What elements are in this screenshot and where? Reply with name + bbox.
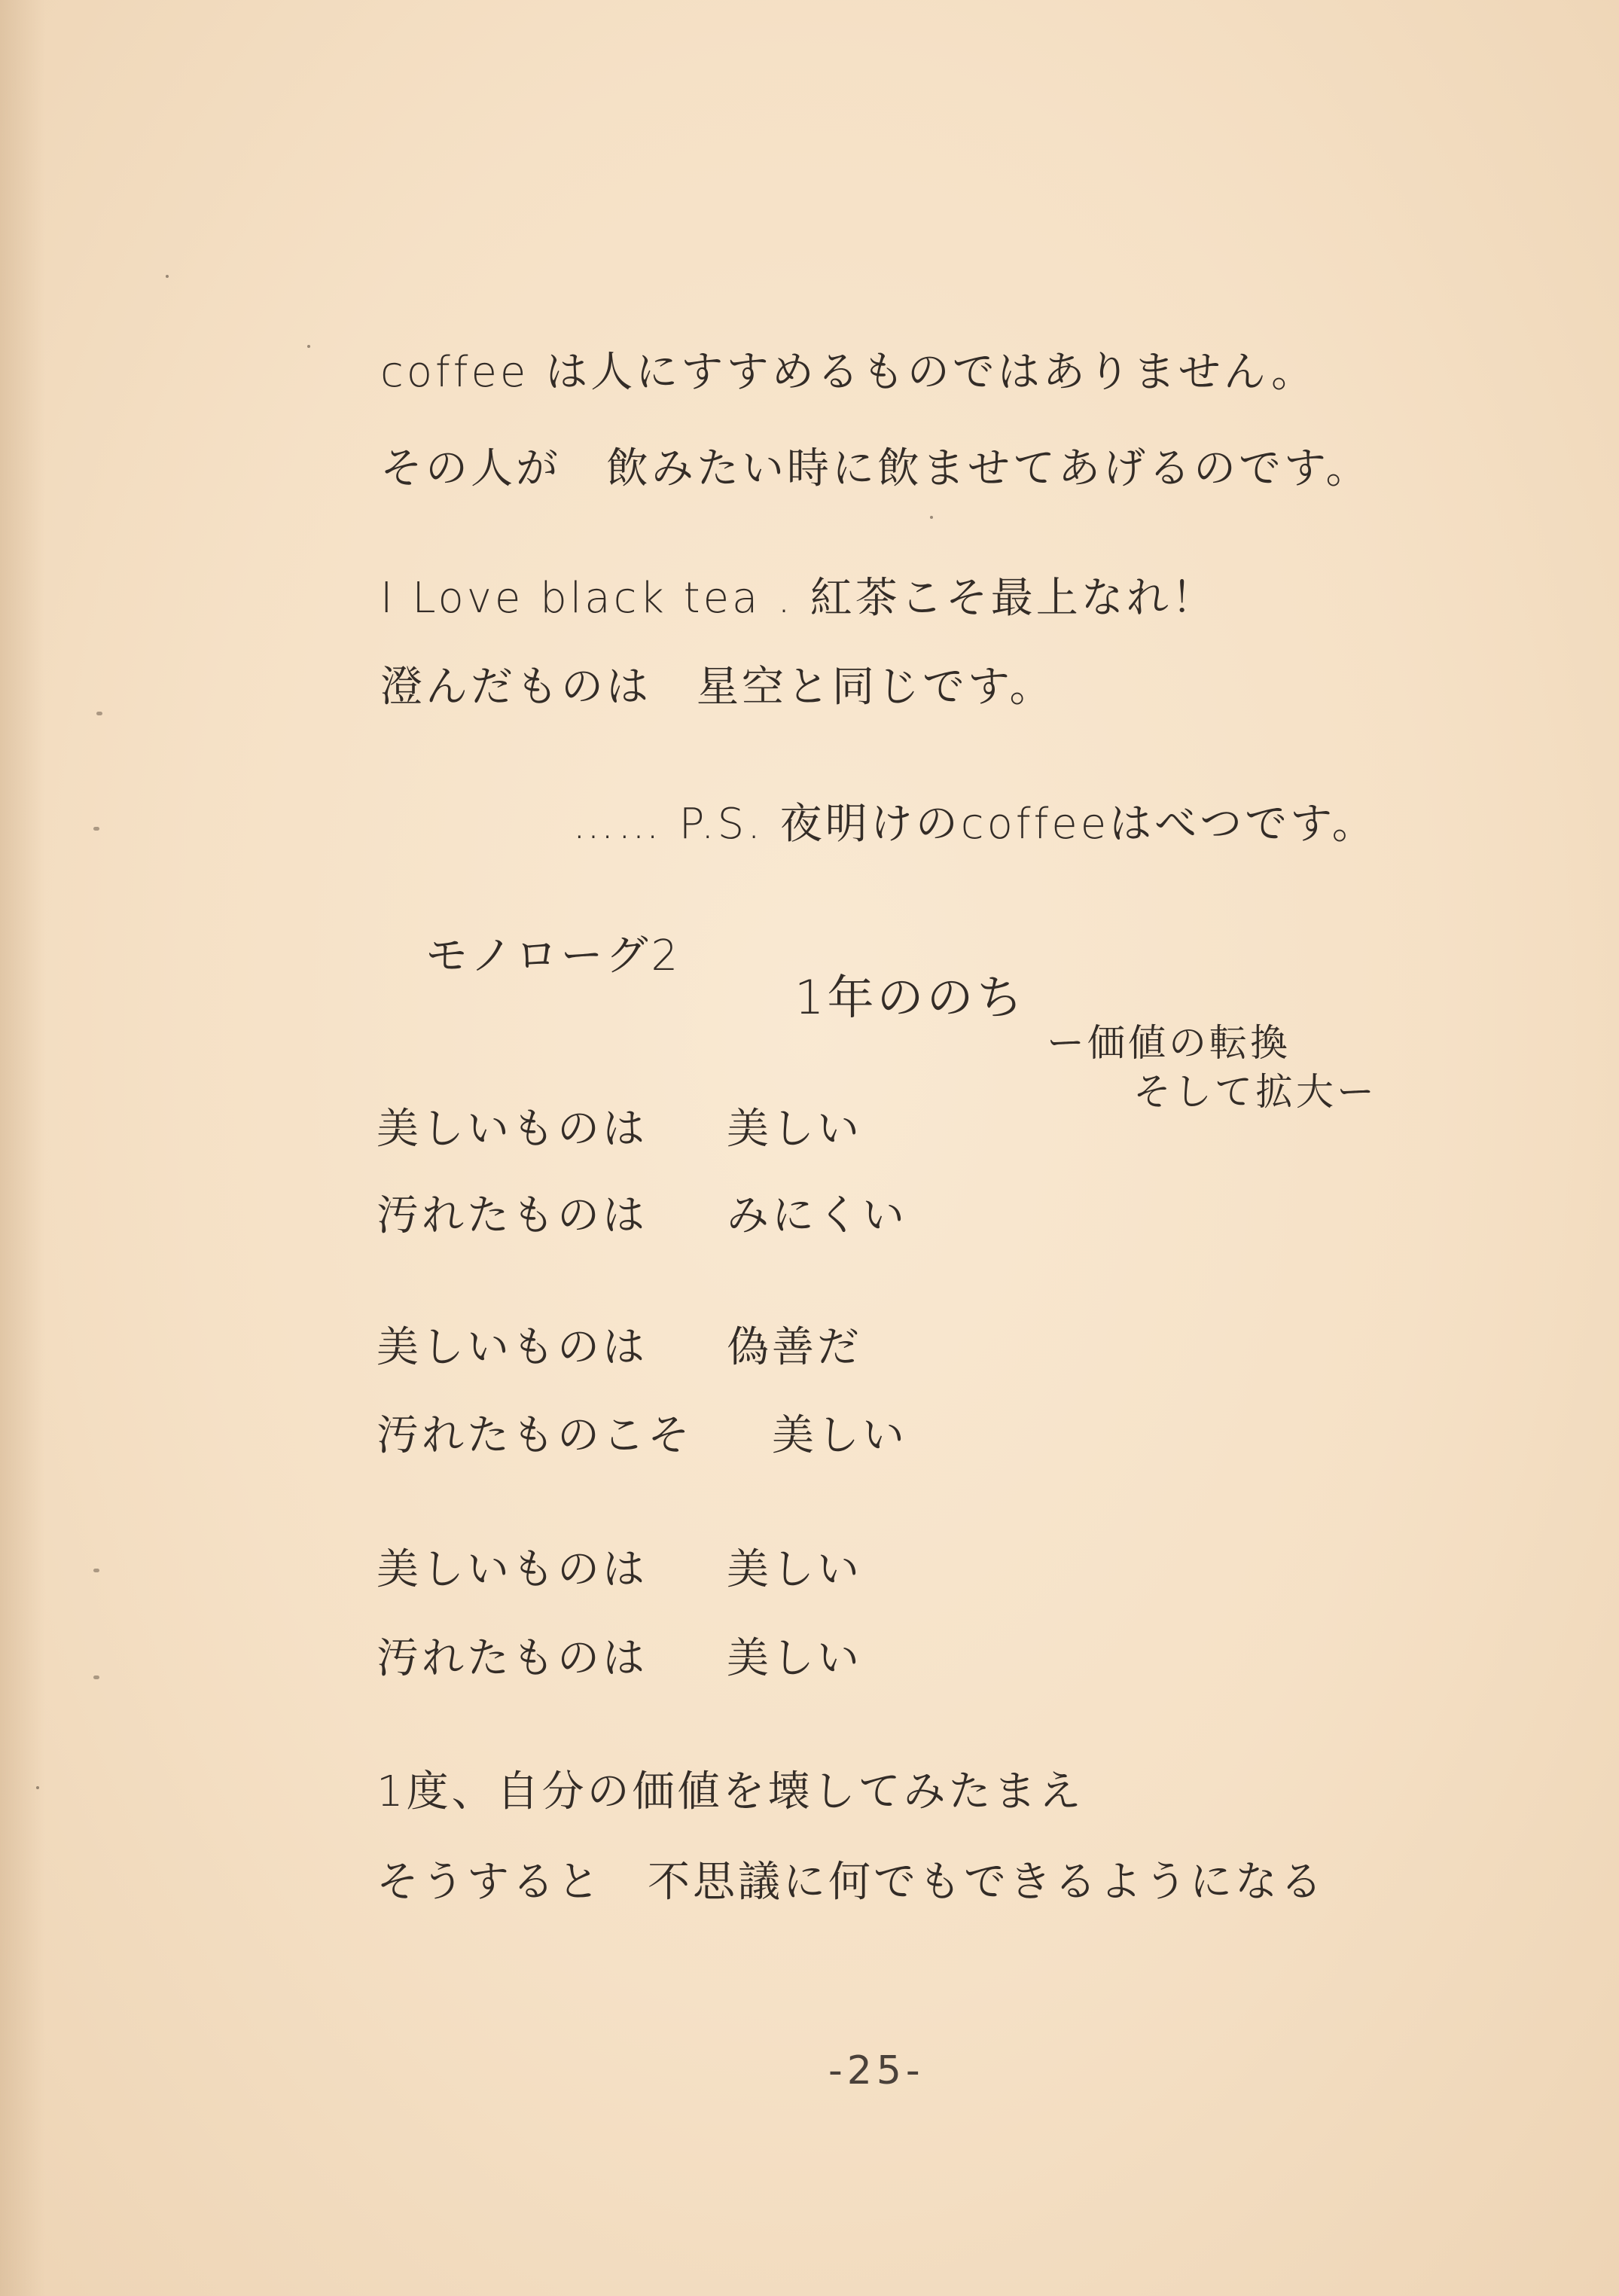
closing-line-2: そうすると 不思議に何でもできるようになる	[377, 1858, 1325, 1907]
closing-line-1: 1度、自分の価値を壊してみたまえ	[377, 1767, 1084, 1816]
page-number: -25-	[828, 2048, 925, 2093]
text-line-1: coffee は人にすすめるものではありません。	[380, 348, 1317, 397]
stanza-right-1: 美しい	[727, 1105, 862, 1154]
section-subtitle-1: ー価値の転換	[1047, 1021, 1291, 1065]
stanza-left-3: 美しいものは	[377, 1323, 648, 1372]
stanza-right-3: 偽善だ	[727, 1323, 862, 1372]
paper-speck	[307, 345, 310, 348]
stanza-right-4: 美しい	[772, 1411, 907, 1460]
binding-mark	[93, 1569, 99, 1572]
text-line-2: その人が 飲みたい時に飲ませてあげるのです。	[380, 444, 1371, 493]
paper-speck	[36, 1786, 39, 1789]
section-title: 1年ののち	[794, 970, 1026, 1025]
stanza-left-1: 美しいものは	[377, 1105, 648, 1154]
section-subtitle-2: そして拡大ー	[1133, 1070, 1377, 1114]
binding-mark	[93, 1676, 99, 1679]
binding-mark	[93, 827, 99, 831]
postscript-line: …… P.S. 夜明けのcoffeeはべつです。	[572, 800, 1377, 849]
stanza-left-5: 美しいものは	[377, 1545, 648, 1594]
binding-mark	[96, 712, 102, 715]
stanza-right-5: 美しい	[727, 1545, 862, 1594]
text-line-4: 澄んだものは 星空と同じです。	[380, 663, 1055, 712]
stanza-left-4: 汚れたものこそ	[377, 1411, 693, 1460]
stanza-right-6: 美しい	[727, 1634, 862, 1683]
paper-speck	[930, 516, 933, 519]
monologue-title: モノローグ2	[425, 932, 681, 980]
paper-speck	[166, 275, 169, 278]
page-edge-shadow	[0, 0, 45, 2296]
text-line-3: I Love black tea . 紅茶こそ最上なれ！	[380, 574, 1217, 623]
stanza-right-2: みにくい	[727, 1191, 907, 1240]
stanza-left-6: 汚れたものは	[377, 1634, 648, 1683]
stanza-left-2: 汚れたものは	[377, 1191, 648, 1240]
